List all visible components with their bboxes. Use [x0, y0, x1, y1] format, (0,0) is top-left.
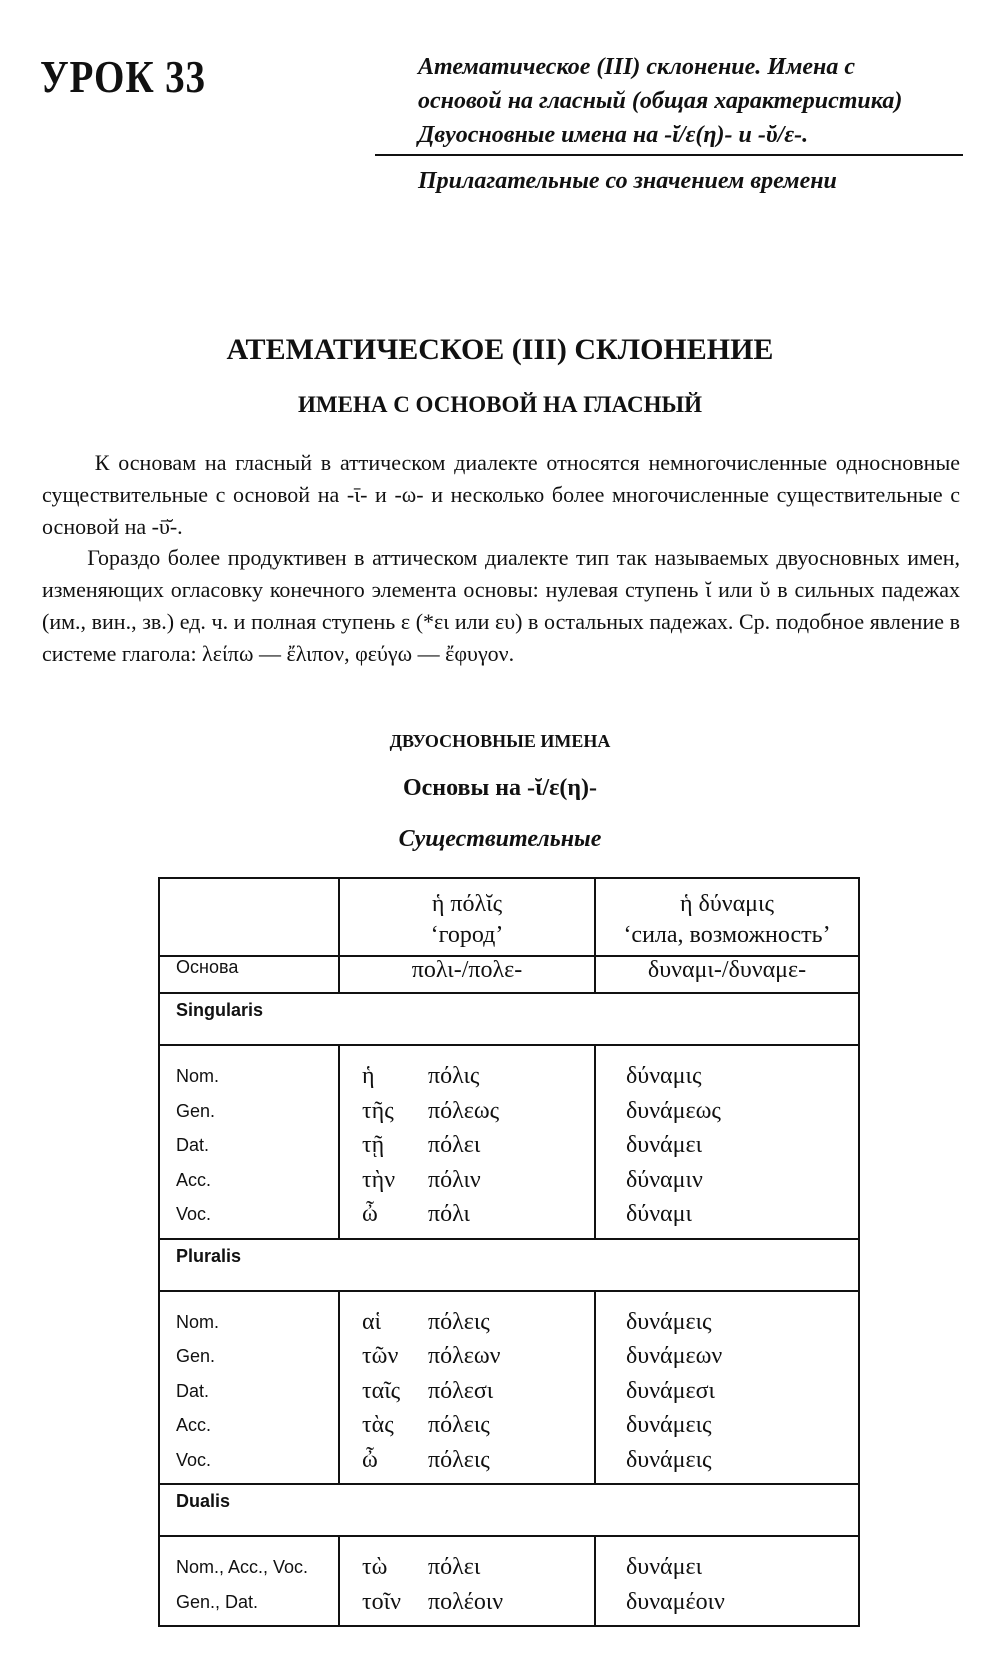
form: πόλεσι: [428, 1377, 494, 1404]
form-row: [340, 1443, 594, 1478]
section-row: [159, 1239, 859, 1291]
form-row: [340, 1059, 594, 1094]
dynamis-forms: [595, 1291, 859, 1485]
noun-gloss: ‘сила, возможность’: [623, 922, 831, 948]
empty-header-cell: [159, 878, 339, 956]
case-label: Gen.: [176, 1100, 216, 1121]
form: δυνάμεις: [626, 1412, 712, 1438]
form-row: [340, 1128, 594, 1163]
case-label: Acc.: [176, 1169, 212, 1190]
section-row: [159, 1484, 859, 1536]
form: δυνάμεως: [626, 1097, 721, 1124]
noun-gloss: ‘город’: [430, 922, 504, 948]
form: πόλι: [428, 1201, 470, 1227]
form-row: [340, 1305, 594, 1340]
polis-forms: [339, 1536, 595, 1626]
form-row: [340, 1408, 594, 1443]
declension-table: [158, 877, 860, 1627]
case-label: Gen., Dat.: [176, 1591, 259, 1612]
case-rows: [159, 1291, 859, 1485]
paragraph-text: Гораздо более продуктивен в аттическом диалекте тип так называемых двуосновных имен, изменяющих огласовку конечного элемента основы: нулевая ступень ῐ или ῠ в сильных падежах (им., вин., зв.) ед. ч. и полная ступень ε (*ει или ευ) в остальных падежах. Ср. подобное явление в системе глагола: λείπω — ἔλιπον, φεύγω — ἔφυγον.: [42, 545, 960, 666]
article: τῇ: [362, 1132, 385, 1158]
lesson-title-line: основой на гласный (общая характеристика): [418, 88, 903, 114]
form-row: [340, 1585, 594, 1620]
case-label: Nom., Acc., Voc.: [176, 1557, 309, 1577]
lesson-title-line: Атематическое (III) склонение. Имена с: [418, 54, 856, 80]
case-rows: [159, 1536, 859, 1626]
case-labels: [159, 1291, 339, 1485]
form-row: [340, 1550, 594, 1585]
polis-forms: [339, 1291, 595, 1485]
section-heading: АТЕМАТИЧЕСКОЕ (III) СКЛОНЕНИЕ: [226, 333, 774, 366]
form-row: [340, 1163, 594, 1198]
form: πολέοιν: [428, 1588, 504, 1615]
lesson-number: УРОК 33: [40, 51, 206, 102]
section-subheading: ИМЕНА С ОСНОВОЙ НА ГЛАСНЫЙ: [298, 392, 702, 417]
case-label: Nom.: [176, 1311, 220, 1332]
form-row: [340, 1197, 594, 1232]
column-header: [595, 878, 859, 956]
form: δυνάμει: [626, 1132, 703, 1158]
header-divider: [375, 154, 963, 156]
case-label: Acc.: [176, 1415, 212, 1435]
form: πόλις: [428, 1063, 480, 1089]
form: δύναμιν: [626, 1166, 703, 1193]
article: ἡ: [362, 1063, 375, 1089]
dynamis-forms: [595, 1045, 859, 1239]
article: τῶν: [362, 1343, 399, 1369]
case-label: Dat.: [176, 1380, 210, 1401]
form: πόλεων: [428, 1343, 501, 1369]
case-rows: [159, 1045, 859, 1239]
lesson-title-line: Двуосновные имена на -ῐ/ε(η)- и -ῠ/ε-.: [418, 122, 809, 148]
article: ὦ: [362, 1446, 378, 1473]
form: πόλεις: [428, 1308, 490, 1335]
paragraph: [42, 542, 960, 670]
section-row: [159, 993, 859, 1045]
article: ὦ: [362, 1201, 378, 1227]
form: πόλεις: [428, 1412, 490, 1438]
case-label: Gen.: [176, 1346, 216, 1366]
form: πόλεως: [428, 1097, 500, 1124]
article: τὴν: [362, 1166, 396, 1193]
form: δυνάμεσι: [626, 1377, 715, 1404]
section-label: Singularis: [159, 993, 859, 1045]
paragraph: [42, 447, 960, 543]
case-label: Voc.: [176, 1449, 212, 1470]
form: δυνάμεις: [626, 1308, 712, 1335]
table-caption: Существительные: [398, 826, 602, 852]
table-section-subtitle: Основы на -ῐ/ε(η)-: [402, 775, 598, 801]
stem-row: [159, 956, 859, 993]
form-row: [340, 1374, 594, 1409]
lesson-subtitle: Прилагательные со значением времени: [418, 168, 837, 194]
case-labels: [159, 1045, 339, 1239]
dynamis-forms: [595, 1536, 859, 1626]
table-header-row: [159, 878, 859, 956]
form: πόλει: [428, 1554, 481, 1580]
polis-forms: [339, 1045, 595, 1239]
section-label: Dualis: [159, 1484, 859, 1536]
form: δύναμις: [626, 1063, 702, 1089]
article: αἱ: [362, 1308, 382, 1335]
section-label: Pluralis: [159, 1239, 859, 1291]
form: δυναμέοιν: [626, 1588, 725, 1615]
article: τῆς: [362, 1097, 394, 1124]
article: τὼ: [362, 1554, 388, 1580]
form-row: [340, 1094, 594, 1129]
form: πόλει: [428, 1132, 481, 1158]
form: πόλιν: [428, 1166, 481, 1193]
noun-word: ἡ δύναμις: [680, 891, 774, 917]
stem-value: πολι-/πολε-: [339, 956, 595, 993]
case-label: Dat.: [176, 1135, 210, 1155]
form: πόλεις: [428, 1446, 490, 1473]
article: ταῖς: [362, 1377, 401, 1404]
table-section-title: ДВУОСНОВНЫЕ ИМЕНА: [389, 731, 611, 751]
form-row: [340, 1339, 594, 1374]
form: δύναμι: [626, 1201, 692, 1227]
paragraph-text: К основам на гласный в аттическом диалекте относятся немногочисленные односновные существительные с основой на -ῑ- и -ω- и несколько более многочисленные существительные с основой на -ῡ̆-.: [42, 450, 961, 539]
form: δυνάμει: [626, 1554, 703, 1580]
form: δυνάμεις: [626, 1446, 712, 1473]
case-label: Voc.: [176, 1204, 212, 1224]
column-header: [339, 878, 595, 956]
stem-value: δυναμι-/δυναμε-: [595, 956, 859, 993]
case-label: Nom.: [176, 1066, 220, 1086]
article: τοῖν: [362, 1588, 401, 1615]
case-labels: [159, 1536, 339, 1626]
form: δυνάμεων: [626, 1343, 723, 1369]
noun-word: ἡ πόλῐς: [431, 891, 503, 917]
stem-label: Основа: [159, 956, 339, 993]
article: τὰς: [362, 1412, 394, 1438]
lesson-title: [418, 50, 958, 152]
